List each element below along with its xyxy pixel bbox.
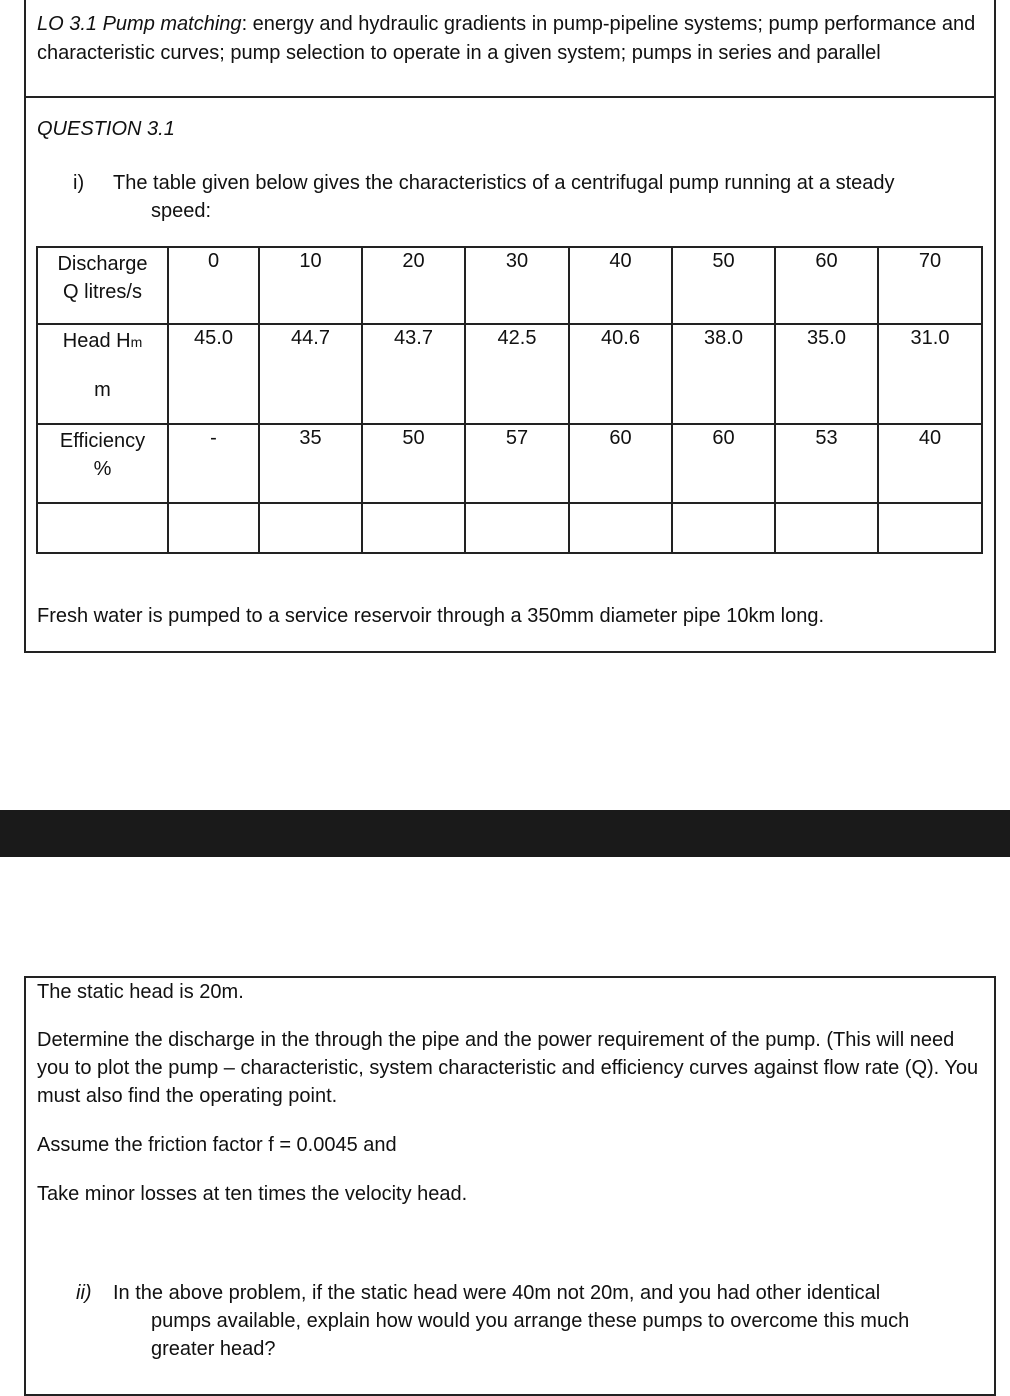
discharge-cell: 0 — [168, 247, 259, 324]
empty-cell — [362, 503, 465, 553]
discharge-cell: 70 — [878, 247, 982, 324]
learning-outcome-text — [37, 10, 989, 67]
discharge-row — [37, 247, 982, 324]
head-cell: 43.7 — [362, 324, 465, 424]
efficiency-cell: 53 — [775, 424, 878, 503]
discharge-cell: 50 — [672, 247, 775, 324]
pipe-description: Fresh water is pumped to a service reservoir through a 350mm diameter pipe 10km long. — [37, 605, 825, 627]
empty-cell — [775, 503, 878, 553]
efficiency-label: Efficiency % — [37, 424, 168, 503]
empty-cell — [569, 503, 672, 553]
page-separator-bar — [0, 810, 1010, 857]
part-i-line2: speed: — [151, 200, 212, 222]
empty-cell — [672, 503, 775, 553]
empty-cell — [259, 503, 362, 553]
part-i-line1: The table given below gives the characteristics of a centrifugal pump running at a steady — [113, 172, 895, 194]
part-ii-number: ii) — [76, 1282, 92, 1304]
lo-label: LO 3.1 Pump matching — [37, 13, 242, 35]
efficiency-cell: 40 — [878, 424, 982, 503]
empty-row — [37, 503, 982, 553]
efficiency-row — [37, 424, 982, 503]
head-row — [37, 324, 982, 424]
discharge-cell: 30 — [465, 247, 569, 324]
empty-cell — [168, 503, 259, 553]
part-ii-line1: In the above problem, if the static head were 40m not 20m, and you had other identical — [113, 1282, 881, 1304]
discharge-cell: 40 — [569, 247, 672, 324]
pump-characteristics-table — [36, 246, 983, 554]
empty-cell — [37, 503, 168, 553]
empty-cell — [878, 503, 982, 553]
head-cell: 42.5 — [465, 324, 569, 424]
efficiency-cell: 60 — [569, 424, 672, 503]
question-title: QUESTION 3.1 — [37, 118, 175, 140]
head-cell: 45.0 — [168, 324, 259, 424]
empty-cell — [465, 503, 569, 553]
efficiency-cell: - — [168, 424, 259, 503]
part-ii-line3: greater head? — [151, 1338, 276, 1360]
discharge-cell: 10 — [259, 247, 362, 324]
efficiency-cell: 60 — [672, 424, 775, 503]
head-cell: 35.0 — [775, 324, 878, 424]
efficiency-cell: 35 — [259, 424, 362, 503]
lo-description: : energy and hydraulic gradients in pump-pipeline systems; pump performance and characteristic curves; pump selection to operate in a given system; pumps in series and parallel — [37, 13, 976, 64]
head-cell: 40.6 — [569, 324, 672, 424]
discharge-label: Discharge Q litres/s — [37, 247, 168, 324]
static-head-text: The static head is 20m. — [37, 981, 244, 1003]
minor-losses-text: Take minor losses at ten times the velocity head. — [37, 1183, 468, 1205]
efficiency-cell: 50 — [362, 424, 465, 503]
determine-text: Determine the discharge in the through the pipe and the power requirement of the pump. (This will need you to plot the pump – characteristic, system characteristic and efficiency curves against flow rate (Q). You must also find the operating point. — [37, 1029, 979, 1107]
head-cell: 44.7 — [259, 324, 362, 424]
discharge-cell: 60 — [775, 247, 878, 324]
efficiency-cell: 57 — [465, 424, 569, 503]
part-ii-line2: pumps available, explain how would you arrange these pumps to overcome this much — [151, 1310, 910, 1332]
head-label: Head Hm m — [37, 324, 168, 424]
discharge-cell: 20 — [362, 247, 465, 324]
head-cell: 31.0 — [878, 324, 982, 424]
friction-factor-text: Assume the friction factor f = 0.0045 and — [37, 1134, 397, 1156]
head-cell: 38.0 — [672, 324, 775, 424]
part-i-number: i) — [73, 172, 85, 194]
